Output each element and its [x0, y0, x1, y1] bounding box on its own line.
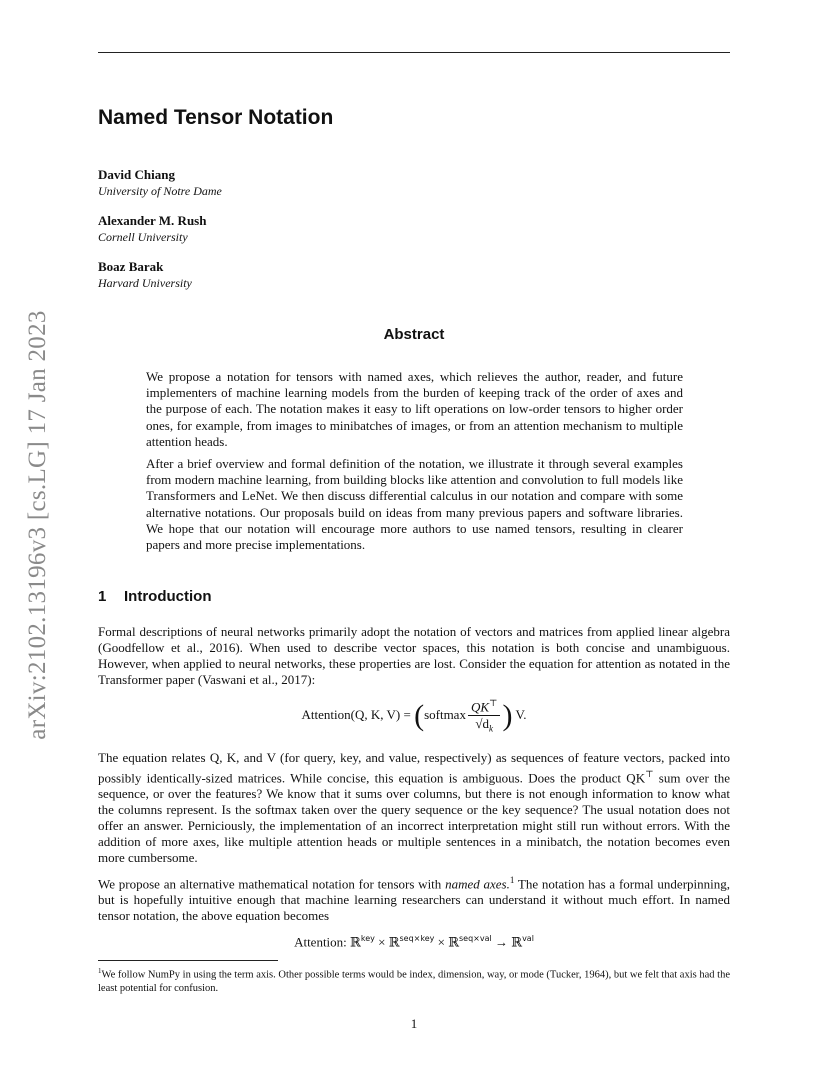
arrow-real: → ℝ: [491, 934, 523, 950]
axis-sup: val: [522, 934, 534, 943]
author-name: David Chiang: [98, 167, 175, 182]
paragraph-text: We propose an alternative mathematical notation for tensors with: [98, 876, 446, 892]
section-title: Introduction: [124, 588, 212, 605]
times-real: × ℝ: [374, 934, 400, 950]
right-paren: ): [502, 698, 513, 732]
times-real: × ℝ: [434, 934, 460, 950]
abstract-heading: Abstract: [383, 326, 445, 343]
abstract-paragraph: We propose a notation for tensors with named axes, which relieves the author, reader, and future implementers of machine learning models from the burden of keeping track of the order of axes and the purpose of each. The notation makes it easy to lift operations on low-order tensors to higher order ones, for example, from images to minibatches of images, or from an attention mechanism to multiple attention heads.: [146, 369, 683, 449]
section-heading: [98, 588, 211, 605]
axis-sup: seq×val: [459, 934, 492, 943]
equation-lhs: Attention(Q, K, V) =: [301, 706, 415, 722]
attention-equation: [0, 698, 828, 734]
fraction-numerator: [468, 698, 501, 716]
author-affiliation: Cornell University: [98, 230, 188, 244]
paragraph-text: sum over the sequence, or over the features? We know that it sums over columns, but there is not enough information to know what the columns represent. Is the softmax taken over the query sequence or the key sequence? The usual notation does not offer an answer. Perniciously, the implementation of an incorrect interpretation might still run without errors. With the addition of more axes, like multiple attention heads or multiple sentences in a minibatch, the notation becomes even more cumbersome.: [98, 770, 730, 866]
footnote-text: We follow NumPy in using the term axis. Other possible terms would be index, dimension, way, or mode (Tucker, 1964), but we felt that axis had the least potential for confusion.: [98, 969, 730, 994]
transpose-mark: ⊤: [645, 769, 654, 779]
axis-sup: seq×key: [399, 934, 435, 943]
author-name: Alexander M. Rush: [98, 213, 207, 228]
softmax-label: softmax: [424, 706, 466, 722]
footnote-rule: [98, 960, 278, 961]
fraction: [468, 698, 501, 734]
left-paren: (: [414, 698, 425, 732]
intro-paragraph: [98, 872, 730, 924]
intro-paragraph: Formal descriptions of neural networks primarily adopt the notation of vectors and matrices from applied linear algebra (Goodfellow et al., 2016). When used to describe vector spaces, this notation is both concise and unambiguous. However, when applied to neural networks, these properties are lost. Consider the equation for attention as notated in the Transformer paper (Vaswani et al., 2017):: [98, 624, 730, 687]
named-attention-equation: [0, 934, 828, 950]
axis-sup: key: [360, 934, 375, 943]
fraction-denominator: [468, 716, 501, 734]
footnote-mark: 1: [98, 967, 102, 975]
top-rule: [98, 52, 730, 53]
page-number: 1: [410, 1016, 418, 1031]
real-set: ℝ: [350, 934, 361, 950]
paragraph-text: The notation has a formal underpinning, but is hopefully intuitive enough that machine learning researchers can understand it without much effort. In named tensor notation, the above equation becomes: [98, 876, 730, 924]
paper-title: Named Tensor Notation: [98, 106, 334, 129]
footnote: [98, 965, 730, 996]
author-block: [98, 166, 222, 199]
paragraph-text: The equation relates Q, K, and V (for query, key, and value, respectively) as sequences of feature vectors, packed into possibly identically-sized matrices. While concise, this equation is ambiguous. Does the product QK: [98, 750, 730, 786]
author-affiliation: Harvard University: [98, 276, 192, 290]
abstract-paragraph: After a brief overview and formal definition of the notation, we illustrate it through several examples from modern machine learning, from building blocks like attention and convolution to full models like Transformers and LeNet. We then discuss differential calculus in our notation and compare with some alternative notations. Our proposals build on ideas from many previous papers and software libraries. We hope that our notation will encourage more authors to use named tensors, resulting in clearer papers and more precise implementations.: [146, 456, 683, 553]
emphasis-text: named axes.: [445, 876, 510, 892]
footnote-ref: 1: [509, 875, 515, 885]
numerator-text: QK: [470, 699, 490, 715]
author-name: Boaz Barak: [98, 259, 164, 274]
arxiv-side-stamp: arXiv:2102.13196v3 [cs.LG] 17 Jan 2023: [24, 310, 51, 740]
intro-paragraph: [98, 750, 730, 866]
author-block: [98, 212, 206, 245]
author-affiliation: University of Notre Dame: [98, 184, 222, 198]
section-number: 1: [98, 588, 107, 605]
author-block: [98, 258, 192, 291]
equation-tail: V.: [512, 706, 527, 722]
equation-lhs: Attention:: [294, 934, 351, 950]
denominator-text: √d: [475, 716, 490, 732]
denominator-subscript: k: [489, 723, 494, 734]
transpose-mark: ⊤: [489, 698, 498, 708]
